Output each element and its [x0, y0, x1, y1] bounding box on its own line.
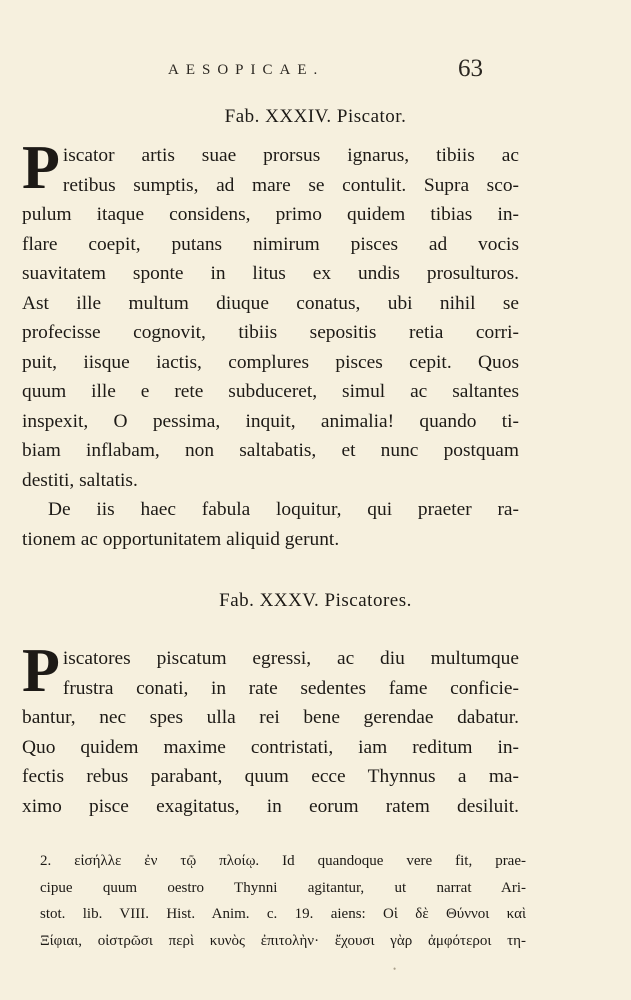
text-line: pulum itaque considens, primo quidem tibias in- [22, 204, 519, 225]
text-line: iscator artis suae prorsus ignarus, tibiis ac [62, 145, 519, 166]
text-line: flare coepit, putans nimirum pisces ad vocis [22, 233, 519, 255]
text-line: destiti, saltatis. [22, 469, 138, 491]
text-line: inspexit, O pessima, inquit, animalia! quando ti- [22, 410, 519, 432]
text-line: biam inflabam, non saltabatis, et nunc postquam [22, 440, 519, 461]
fable-35-title: Fab. XXXV. Piscatores. [219, 590, 412, 611]
footnote [40, 848, 526, 954]
text-line: iscatores piscatum egressi, ac diu multumque [62, 648, 519, 669]
text-line: retibus sumptis, ad mare se contulit. Supra sco- [62, 174, 519, 196]
text-line: puit, iisque iactis, complures pisces cepit. Quos [22, 351, 519, 373]
running-head: AESOPICAE. [168, 62, 325, 78]
fable-35-text [22, 637, 519, 821]
footnote-line: cipue quum oestro Thynni agitantur, ut narrat Ari- [40, 879, 526, 896]
text-line: fectis rebus parabant, quum ecce Thynnus a ma- [22, 766, 519, 787]
text-line: suavitatem sponte in litus ex undis prosulturos. [22, 263, 519, 284]
text-line: bantur, nec spes ulla rei bene gerendae dabatur. [22, 707, 519, 728]
drop-cap: P [22, 134, 60, 202]
footnote-line: 2. εἰσήλλε ἐν τῷ πλοίῳ. Id quandoque vere fit, prae- [40, 853, 526, 869]
fable-34-text [22, 134, 519, 554]
text-line: quum ille e rete subduceret, simul ac saltantes [22, 381, 519, 402]
fable-34-title: Fab. XXXIV. Piscator. [224, 106, 407, 127]
drop-cap: P [22, 637, 60, 705]
moral-line: tionem ac opportunitatem aliquid gerunt. [22, 528, 340, 550]
paper-speck: • [393, 964, 397, 974]
footnote-line: Ξίφιαι, οἰστρῶσι περὶ κυνὸς ἐπιτολὴν· ἔχουσι γὰρ ἀμφότεροι τη- [40, 932, 526, 949]
footnote-line: stot. lib. VIII. Hist. Anim. c. 19. aiens: Οἱ δὲ Θύννοι καὶ [40, 906, 526, 922]
text-line: frustra conati, in rate sedentes fame conficie- [62, 677, 519, 699]
text-line: Quo quidem maxime contristati, iam reditum in- [22, 736, 519, 758]
page-number: 63 [458, 55, 483, 82]
text-line: profecisse cognovit, tibiis sepositis retia corri- [22, 322, 519, 343]
text-line: ximo pisce exagitatus, in eorum ratem desiluit. [22, 795, 519, 817]
moral-line: De iis haec fabula loquitur, qui praeter ra- [48, 499, 519, 520]
text-line: Ast ille multum diuque conatus, ubi nihil se [22, 292, 519, 314]
